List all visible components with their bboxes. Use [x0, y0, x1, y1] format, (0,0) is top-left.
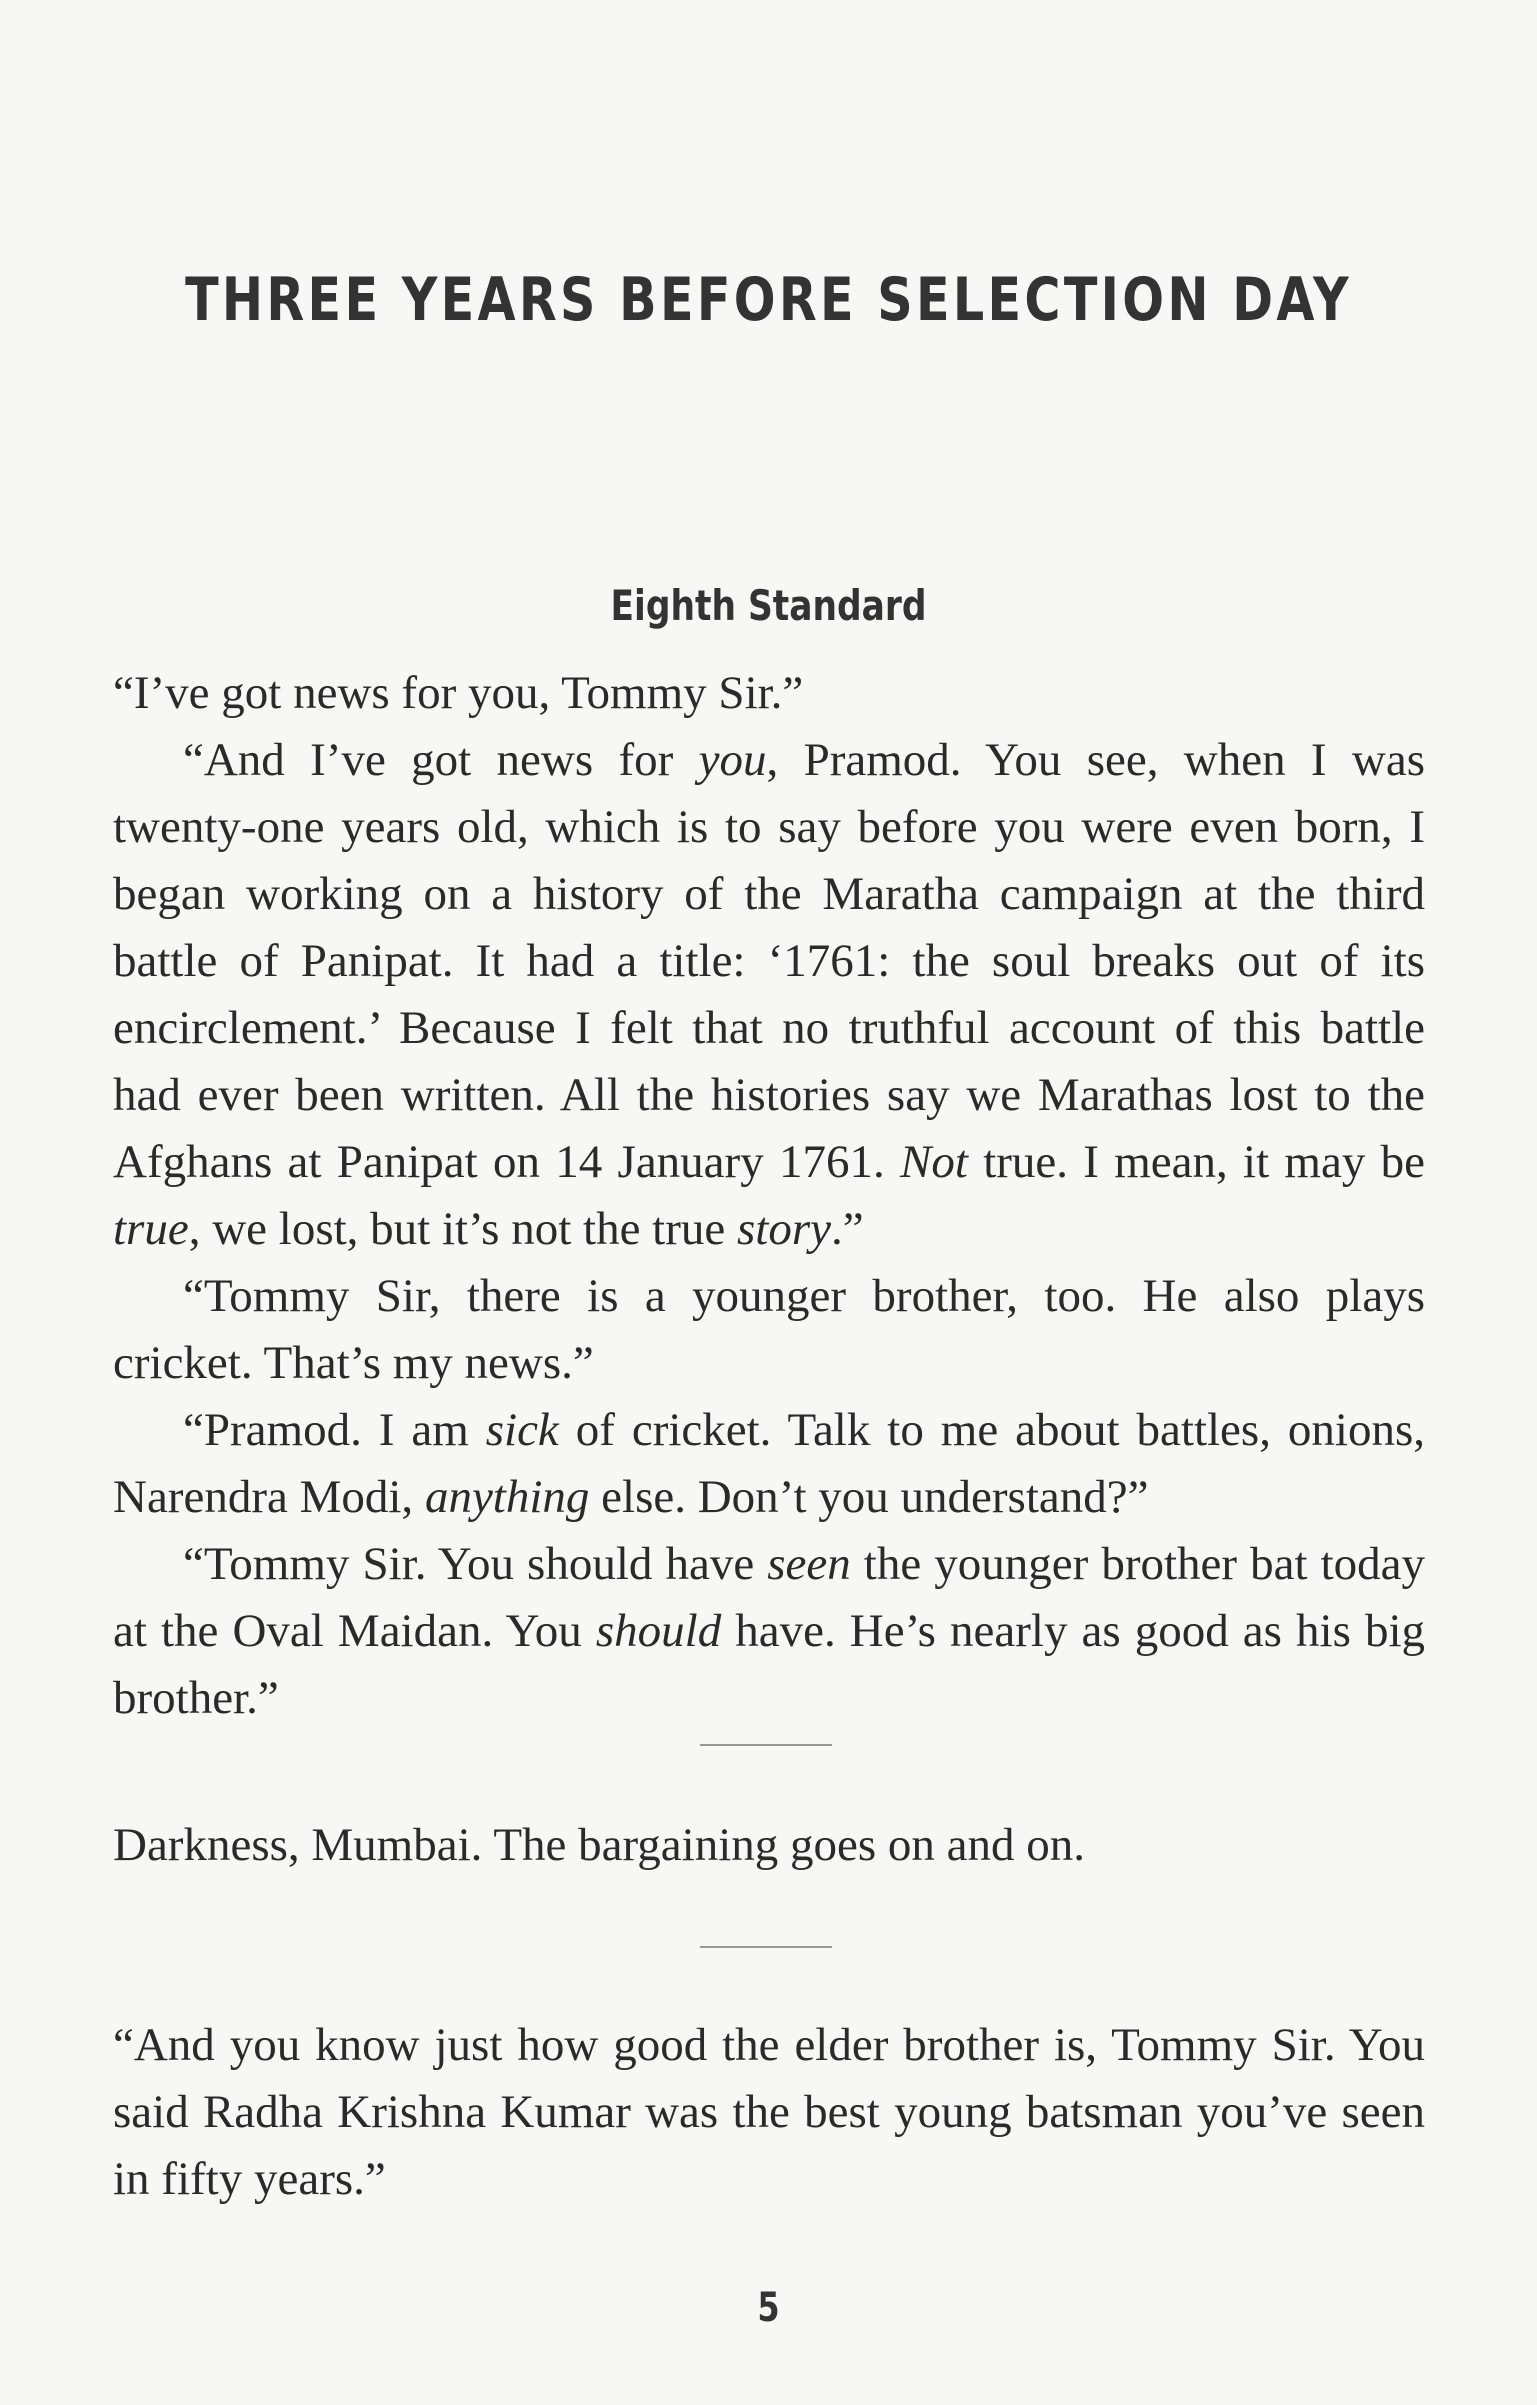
emphasis: true — [113, 1203, 189, 1255]
emphasis: seen — [767, 1538, 851, 1590]
paragraph: “Tommy Sir. You should have seen the younger brother bat today at the Oval Maidan. You should have. He’s nearly as good as his big brother.” — [113, 1538, 1425, 1724]
text-block-1 — [113, 660, 1425, 1732]
emphasis: sick — [485, 1404, 559, 1456]
section-divider — [700, 1946, 832, 1948]
emphasis: anything — [424, 1471, 590, 1523]
section-divider — [700, 1744, 832, 1746]
emphasis: should — [595, 1605, 722, 1657]
chapter-title: THREE YEARS BEFORE SELECTION DAY — [185, 265, 1352, 335]
paragraph: “And I’ve got news for you, Pramod. You see, when I was twenty-one years old, which is to say before you were even born, I began working on a history of the Maratha campaign at the third battle of Panipat. It had a title: ‘1761: the soul breaks out of its encirclement.’ Because I felt that no truthful account of this battle had ever been written. All the histories say we Marathas lost to the Afghans at Panipat on 14 January 1761. Not true. I mean, it may be true, we lost, but it’s not the true story.” — [113, 734, 1426, 1255]
section-title: Eighth Standard — [610, 581, 927, 630]
emphasis: story — [737, 1203, 831, 1255]
text-block-2 — [113, 1812, 1425, 1879]
paragraph: Darkness, Mumbai. The bargaining goes on and on. — [113, 1819, 1086, 1871]
text-block-3 — [113, 2012, 1425, 2213]
paragraph: “Tommy Sir, there is a younger brother, too. He also plays cricket. That’s my news.” — [113, 1270, 1425, 1389]
paragraph: “And you know just how good the elder brother is, Tommy Sir. You said Radha Krishna Kumar was the best young batsman you’ve seen in fifty years.” — [113, 2019, 1425, 2205]
page-number: 5 — [757, 2285, 780, 2331]
emphasis: you — [698, 734, 767, 786]
paragraph: “Pramod. I am sick of cricket. Talk to me about battles, onions, Narendra Modi, anything else. Don’t you understand?” — [113, 1404, 1425, 1523]
paragraph: “I’ve got news for you, Tommy Sir.” — [113, 667, 804, 719]
emphasis: Not — [900, 1136, 968, 1188]
